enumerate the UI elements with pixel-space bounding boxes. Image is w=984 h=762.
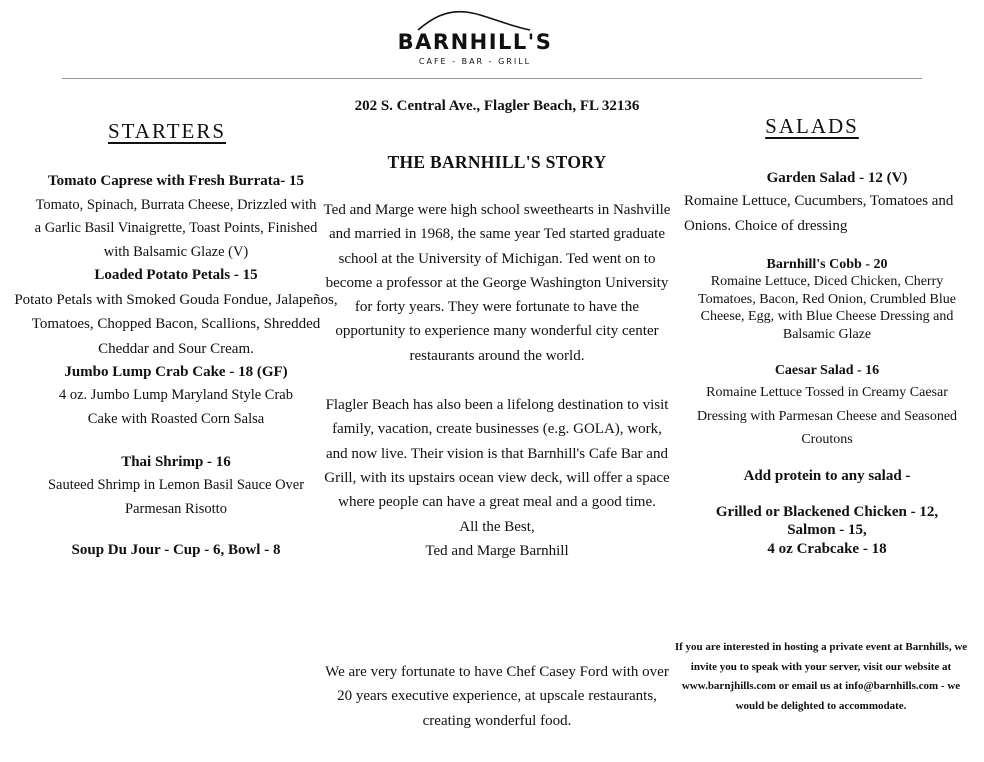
starter-name: Tomato Caprese with Fresh Burrata- 15 <box>48 173 304 189</box>
story-column <box>322 96 672 563</box>
protein-option: Grilled or Blackened Chicken - 12, <box>715 503 939 520</box>
starter-desc: 4 oz. Jumbo Lump Maryland Style Crab Cake with Roasted Corn Salsa <box>59 387 293 428</box>
salad-name: Barnhill's Cobb - 20 <box>766 257 888 272</box>
salad-name: Caesar Salad - 16 <box>774 363 880 378</box>
salad-desc: Romaine Lettuce Tossed in Creamy Caesar Dressing with Parmesan Cheese and Seasoned Croutons <box>696 385 958 448</box>
starter-name: Jumbo Lump Crab Cake - 18 (GF) <box>64 363 288 380</box>
starter-desc: Potato Petals with Smoked Gouda Fondue, Jalapeños, Tomatoes, Chopped Bacon, Scallions, Shredded Cheddar and Sour Cream. <box>14 291 338 357</box>
address: 202 S. Central Ave., Flagler Beach, FL 32136 <box>354 98 640 114</box>
chef-paragraph: We are very fortunate to have Chef Casey Ford with over 20 years executive experience, at upscale restaurants, creating wonderful food. <box>325 664 669 729</box>
salad-name: Garden Salad - 12 (V) <box>766 170 908 186</box>
protein-option: 4 oz Crabcake - 18 <box>767 540 887 557</box>
starter-desc: Tomato, Spinach, Burrata Cheese, Drizzled with a Garlic Basil Vinaigrette, Toast Points, Finished with Balsamic Glaze (V) <box>34 196 318 260</box>
header-divider <box>62 78 922 79</box>
starter-name: Loaded Potato Petals - 15 <box>94 267 258 284</box>
brand-tagline: CAFE - BAR - GRILL <box>418 57 532 66</box>
salads-heading: SALADS <box>765 114 859 138</box>
starter-desc: Sauteed Shrimp in Lemon Basil Sauce Over Parmesan Risotto <box>47 477 305 517</box>
salads-list <box>678 170 976 558</box>
starter-name: Thai Shrimp - 16 <box>121 453 231 470</box>
brand-name: BARNHILL'S <box>397 30 553 54</box>
salad-desc: Romaine Lettuce, Diced Chicken, Cherry Tomatoes, Bacon, Red Onion, Crumbled Blue Cheese, Egg, with Blue Cheese Dressing and Balsamic Glaze <box>698 274 956 342</box>
protein-option: Salmon - 15, <box>787 522 867 539</box>
starter-name: Soup Du Jour - Cup - 6, Bowl - 8 <box>71 542 281 559</box>
story-paragraph: Flagler Beach has also been a lifelong destination to visit family, vacation, create businesses (e.g. GOLA), work, and now live. Their vision is that Barnhill's Cafe Bar and Grill, with its upstairs ocean view deck, will offer a space where people can have a great meal and a good time. <box>324 397 670 511</box>
story-title: THE BARNHILL'S STORY <box>387 152 607 172</box>
logo <box>380 8 570 72</box>
protein-heading: Add protein to any salad - <box>743 467 911 484</box>
starters-heading: STARTERS <box>107 119 227 143</box>
story-paragraph: Ted and Marge were high school sweethearts in Nashville and married in 1968, the same year Ted started graduate school at the University of Michigan. Ted went on to become a professor at the George Washington University for forty years. They were fortunate to have the opportunity to experience many wonderful city center restaurants around the world. <box>323 202 671 364</box>
starters-list <box>14 170 338 563</box>
story-signoff: All the Best, <box>459 518 535 535</box>
private-event-note: If you are interested in hosting a private event at Barnhills, we invite you to speak with your server, visit our website at www.barnjhills.com or email us at info@barnhills.com - we would be delighted to accommodate. <box>674 641 968 712</box>
salad-desc: Romaine Lettuce, Cucumbers, Tomatoes and Onions. Choice of dressing <box>684 193 954 234</box>
story-signature: Ted and Marge Barnhill <box>425 542 569 559</box>
